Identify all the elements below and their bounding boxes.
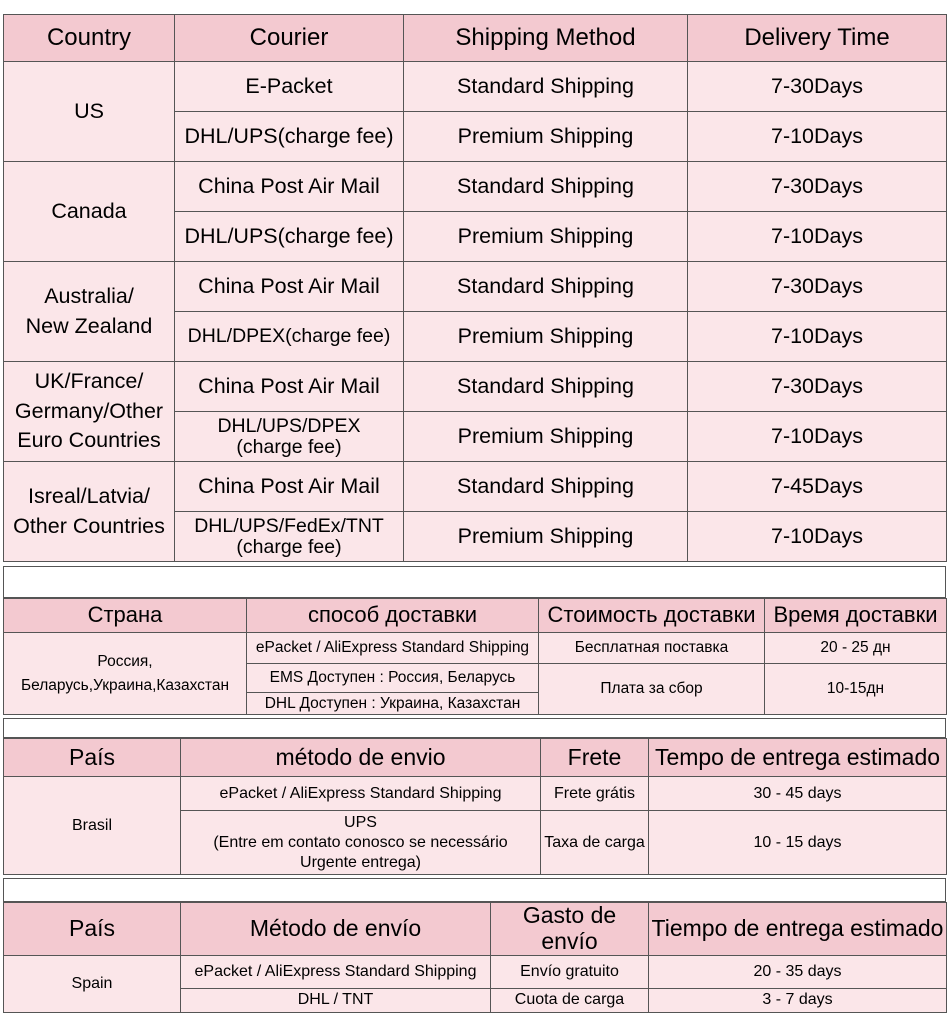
time-cell: 3 - 7 days bbox=[649, 988, 947, 1012]
shipping-table-russian bbox=[3, 598, 947, 715]
country-cell bbox=[4, 362, 175, 462]
method-cell bbox=[181, 777, 541, 811]
courier-line: China Post Air Mail bbox=[198, 174, 380, 199]
cost-cell: Cuota de carga bbox=[491, 988, 649, 1012]
method-cell: Premium Shipping bbox=[404, 212, 688, 262]
country-cell bbox=[4, 462, 175, 562]
header-shipping-method: método de envio bbox=[181, 739, 541, 777]
header-row bbox=[4, 903, 947, 956]
country-line: Euro Countries bbox=[17, 428, 161, 453]
time-cell: 7-10Days bbox=[688, 312, 947, 362]
table-row bbox=[4, 777, 947, 811]
time-cell: 7-30Days bbox=[688, 162, 947, 212]
courier-line: DHL/UPS/DPEX bbox=[217, 415, 361, 438]
country-cell bbox=[4, 633, 247, 715]
time-cell: 10-15дн bbox=[765, 664, 947, 715]
header-country: Country bbox=[4, 15, 175, 62]
courier-cell bbox=[175, 312, 404, 362]
table-row bbox=[4, 633, 947, 664]
time-cell: 7-30Days bbox=[688, 362, 947, 412]
header-shipping-method: Método de envío bbox=[181, 903, 491, 956]
method-cell: Premium Shipping bbox=[404, 312, 688, 362]
method-cell: ePacket / AliExpress Standard Shipping bbox=[247, 633, 539, 664]
header-row bbox=[4, 15, 947, 62]
courier-cell bbox=[175, 62, 404, 112]
courier-line: DHL/UPS(charge fee) bbox=[184, 224, 394, 249]
country-line: New Zealand bbox=[25, 313, 153, 338]
table-spacer bbox=[3, 878, 946, 902]
country-line: Germany/Other bbox=[14, 398, 164, 423]
method-cell: Premium Shipping bbox=[404, 412, 688, 462]
country-cell bbox=[4, 62, 175, 162]
method-cell: DHL / TNT bbox=[181, 988, 491, 1012]
country-cell bbox=[4, 162, 175, 262]
method-cell: EMS Доступен : Россия, Беларусь bbox=[247, 664, 539, 693]
courier-cell bbox=[175, 112, 404, 162]
courier-cell bbox=[175, 462, 404, 512]
cost-cell: Бесплатная поставка bbox=[539, 633, 765, 664]
courier-line: China Post Air Mail bbox=[198, 374, 380, 399]
country-line: UK/France/ bbox=[34, 369, 144, 394]
method-line: UPS bbox=[344, 813, 377, 831]
method-line: Urgente entrega) bbox=[300, 853, 421, 871]
country-line: Other Countries bbox=[13, 513, 165, 538]
time-cell: 7-10Days bbox=[688, 112, 947, 162]
header-courier: Courier bbox=[175, 15, 404, 62]
country-line: US bbox=[74, 99, 104, 124]
courier-line: DHL/DPEX(charge fee) bbox=[187, 324, 391, 347]
time-cell: 30 - 45 days bbox=[649, 777, 947, 811]
header-delivery-time: Время доставки bbox=[765, 599, 947, 633]
header-country: País bbox=[4, 903, 181, 956]
courier-cell bbox=[175, 162, 404, 212]
method-cell: Premium Shipping bbox=[404, 112, 688, 162]
shipping-table-spanish bbox=[3, 902, 947, 1013]
time-cell: 7-10Days bbox=[688, 412, 947, 462]
header-shipping-cost: Frete bbox=[541, 739, 649, 777]
table-row bbox=[4, 62, 947, 112]
cost-cell: Taxa de carga bbox=[541, 811, 649, 875]
table-spacer bbox=[3, 566, 946, 598]
method-cell: DHL Доступен : Украина, Казахстан bbox=[247, 693, 539, 715]
header-delivery-time: Tempo de entrega estimado bbox=[649, 739, 947, 777]
header-shipping-method: способ доставки bbox=[247, 599, 539, 633]
country-line: Canada bbox=[51, 199, 127, 224]
method-cell: Premium Shipping bbox=[404, 512, 688, 562]
method-line: ePacket / AliExpress Standard Shipping bbox=[219, 784, 502, 802]
cost-cell: Envío gratuito bbox=[491, 955, 649, 988]
header-shipping-cost: Стоимость доставки bbox=[539, 599, 765, 633]
shipping-table-portuguese bbox=[3, 738, 947, 875]
courier-line: DHL/UPS/FedEx/TNT bbox=[194, 515, 384, 538]
country-line: Australia/ bbox=[44, 283, 134, 308]
time-cell: 20 - 25 дн bbox=[765, 633, 947, 664]
method-cell: ePacket / AliExpress Standard Shipping bbox=[181, 955, 491, 988]
country-cell: Spain bbox=[4, 955, 181, 1012]
method-cell: Standard Shipping bbox=[404, 362, 688, 412]
courier-cell bbox=[175, 412, 404, 462]
courier-line: (charge fee) bbox=[236, 435, 342, 458]
header-shipping-method: Shipping Method bbox=[404, 15, 688, 62]
header-delivery-time: Tiempo de entrega estimado bbox=[649, 903, 947, 956]
shipping-table-english bbox=[3, 14, 947, 562]
time-cell: 20 - 35 days bbox=[649, 955, 947, 988]
country-cell: Brasil bbox=[4, 777, 181, 875]
courier-cell bbox=[175, 262, 404, 312]
method-cell: Standard Shipping bbox=[404, 62, 688, 112]
cost-cell: Плата за сбор bbox=[539, 664, 765, 715]
header-shipping-cost: Gasto de envío bbox=[491, 903, 649, 956]
method-cell: Standard Shipping bbox=[404, 462, 688, 512]
time-cell: 7-30Days bbox=[688, 62, 947, 112]
table-row bbox=[4, 162, 947, 212]
country-line: Isreal/Latvia/ bbox=[28, 483, 150, 508]
header-row bbox=[4, 739, 947, 777]
courier-cell bbox=[175, 512, 404, 562]
time-cell: 7-10Days bbox=[688, 212, 947, 262]
courier-line: E-Packet bbox=[245, 74, 333, 99]
table-row bbox=[4, 462, 947, 512]
country-line: Россия, bbox=[97, 653, 153, 671]
country-cell bbox=[4, 262, 175, 362]
time-cell: 7-45Days bbox=[688, 462, 947, 512]
time-cell: 7-30Days bbox=[688, 262, 947, 312]
courier-line: China Post Air Mail bbox=[198, 274, 380, 299]
header-country: País bbox=[4, 739, 181, 777]
header-row bbox=[4, 599, 947, 633]
time-cell: 10 - 15 days bbox=[649, 811, 947, 875]
table-spacer bbox=[3, 718, 946, 738]
table-row bbox=[4, 955, 947, 988]
cost-cell: Frete grátis bbox=[541, 777, 649, 811]
courier-line: China Post Air Mail bbox=[198, 474, 380, 499]
method-cell: Standard Shipping bbox=[404, 262, 688, 312]
time-cell: 7-10Days bbox=[688, 512, 947, 562]
courier-line: DHL/UPS(charge fee) bbox=[184, 124, 394, 149]
header-delivery-time: Delivery Time bbox=[688, 15, 947, 62]
table-row bbox=[4, 362, 947, 412]
method-cell bbox=[181, 811, 541, 875]
courier-line: (charge fee) bbox=[236, 535, 342, 558]
table-row bbox=[4, 262, 947, 312]
method-cell: Standard Shipping bbox=[404, 162, 688, 212]
header-country: Страна bbox=[4, 599, 247, 633]
courier-cell bbox=[175, 212, 404, 262]
courier-cell bbox=[175, 362, 404, 412]
country-line: Беларусь,Украина,Казахстан bbox=[20, 676, 230, 694]
method-line: (Entre em contato conosco se necessário bbox=[213, 833, 508, 851]
